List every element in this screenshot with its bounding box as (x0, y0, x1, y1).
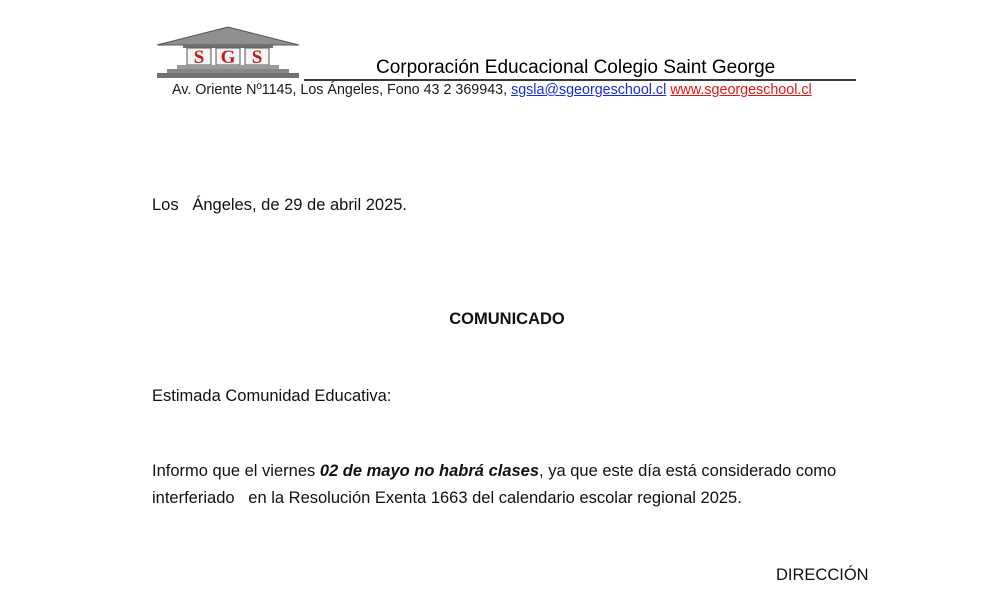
document-title: COMUNICADO (449, 310, 565, 328)
school-logo (153, 26, 303, 82)
email-link[interactable]: sgsla@sgeorgeschool.cl (511, 82, 667, 98)
logo-letter-1: S (193, 47, 205, 68)
header-divider (304, 79, 856, 81)
website-link[interactable]: www.sgeorgeschool.cl (670, 82, 812, 98)
logo-letter-2: G (220, 47, 236, 68)
signature: DIRECCIÓN (776, 566, 869, 584)
body-text-end: , ya que este día está considerado como (539, 462, 837, 480)
body-text-start: Informo que el viernes (152, 462, 320, 480)
address-phone: Av. Oriente Nº1145, Los Ángeles, Fono 43 2 369943, (172, 82, 508, 98)
organization-name: Corporación Educacional Colegio Saint George (376, 57, 776, 78)
body-paragraph-line-1 (152, 462, 836, 481)
body-paragraph-line-2: interferiado en la Resolución Exenta 1663 del calendario escolar regional 2025. (152, 489, 742, 507)
letterhead (0, 0, 1000, 110)
contact-line (172, 82, 812, 98)
logo-letter-3: S (251, 47, 263, 68)
body-text-emphasis: 02 de mayo no habrá clases (319, 462, 540, 480)
greeting: Estimada Comunidad Educativa: (152, 387, 392, 405)
place-date: Los Ángeles, de 29 de abril 2025. (152, 196, 408, 214)
